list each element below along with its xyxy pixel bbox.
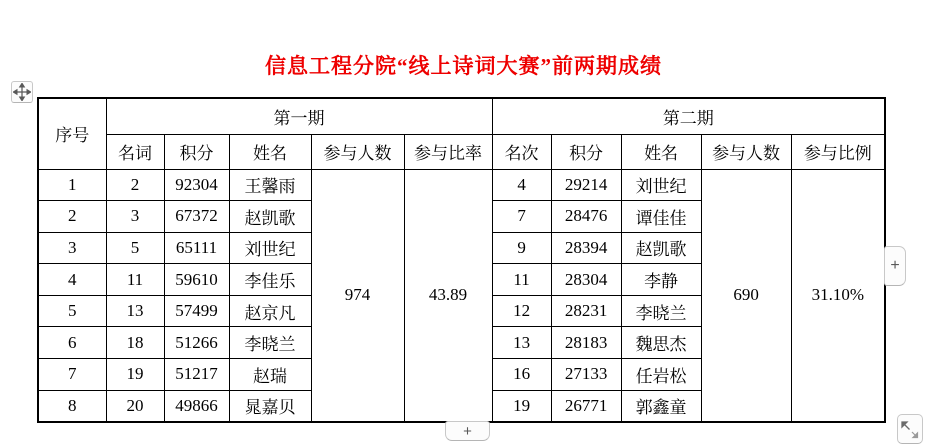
header-period1[interactable]: 第一期 bbox=[106, 98, 492, 134]
cell-serial[interactable]: 5 bbox=[38, 295, 106, 327]
table-resize-handle[interactable] bbox=[897, 414, 923, 444]
results-table bbox=[37, 97, 886, 423]
cell-p2-rank[interactable]: 4 bbox=[492, 169, 551, 201]
cell-p1-name[interactable]: 王馨雨 bbox=[229, 169, 311, 201]
header-p1-name[interactable]: 姓名 bbox=[229, 134, 311, 169]
cell-p1-score[interactable]: 59610 bbox=[164, 264, 229, 296]
resize-diagonal-icon bbox=[899, 417, 921, 441]
cell-p1-rate-merged[interactable]: 43.89 bbox=[404, 169, 492, 422]
cell-serial[interactable]: 7 bbox=[38, 359, 106, 391]
cell-p1-score[interactable]: 65111 bbox=[164, 232, 229, 264]
cell-p2-name[interactable]: 刘世纪 bbox=[621, 169, 701, 201]
cell-serial[interactable]: 1 bbox=[38, 169, 106, 201]
header-serial[interactable]: 序号 bbox=[38, 98, 106, 169]
cell-p2-score[interactable]: 28183 bbox=[551, 327, 621, 359]
cell-p2-name[interactable]: 任岩松 bbox=[621, 359, 701, 391]
cell-p2-name[interactable]: 李晓兰 bbox=[621, 295, 701, 327]
cell-p2-name[interactable]: 谭佳佳 bbox=[621, 201, 701, 233]
cell-p1-name[interactable]: 晁嘉贝 bbox=[229, 390, 311, 422]
header-p1-rank[interactable]: 名词 bbox=[106, 134, 164, 169]
cell-p2-rank[interactable]: 12 bbox=[492, 295, 551, 327]
cell-p1-score[interactable]: 67372 bbox=[164, 201, 229, 233]
cell-p1-name[interactable]: 李晓兰 bbox=[229, 327, 311, 359]
cell-p1-rank[interactable]: 19 bbox=[106, 359, 164, 391]
cell-serial[interactable]: 3 bbox=[38, 232, 106, 264]
cell-p2-score[interactable]: 29214 bbox=[551, 169, 621, 201]
header-period2[interactable]: 第二期 bbox=[492, 98, 885, 134]
cell-p2-score[interactable]: 28231 bbox=[551, 295, 621, 327]
header-p1-participants[interactable]: 参与人数 bbox=[311, 134, 404, 169]
move-icon bbox=[13, 83, 31, 101]
cell-p1-rank[interactable]: 18 bbox=[106, 327, 164, 359]
cell-p1-name[interactable]: 赵瑞 bbox=[229, 359, 311, 391]
cell-p2-rank[interactable]: 7 bbox=[492, 201, 551, 233]
plus-icon: + bbox=[890, 257, 900, 274]
cell-p2-name[interactable]: 赵凯歌 bbox=[621, 232, 701, 264]
cell-p1-name[interactable]: 刘世纪 bbox=[229, 232, 311, 264]
cell-p2-score[interactable]: 28394 bbox=[551, 232, 621, 264]
header-row-columns bbox=[38, 134, 885, 169]
cell-serial[interactable]: 6 bbox=[38, 327, 106, 359]
cell-p2-rank[interactable]: 19 bbox=[492, 390, 551, 422]
cell-p1-rank[interactable]: 11 bbox=[106, 264, 164, 296]
cell-p1-score[interactable]: 51217 bbox=[164, 359, 229, 391]
header-p1-rate[interactable]: 参与比率 bbox=[404, 134, 492, 169]
add-column-button[interactable] bbox=[884, 246, 906, 286]
cell-p2-name[interactable]: 郭鑫童 bbox=[621, 390, 701, 422]
cell-p2-score[interactable]: 27133 bbox=[551, 359, 621, 391]
header-p2-rate[interactable]: 参与比例 bbox=[791, 134, 885, 169]
header-p2-name[interactable]: 姓名 bbox=[621, 134, 701, 169]
cell-p2-score[interactable]: 26771 bbox=[551, 390, 621, 422]
cell-p2-name[interactable]: 李静 bbox=[621, 264, 701, 296]
cell-p2-rank[interactable]: 11 bbox=[492, 264, 551, 296]
cell-serial[interactable]: 8 bbox=[38, 390, 106, 422]
cell-p1-rank[interactable]: 20 bbox=[106, 390, 164, 422]
header-p2-score[interactable]: 积分 bbox=[551, 134, 621, 169]
header-p2-participants[interactable]: 参与人数 bbox=[701, 134, 791, 169]
table-row bbox=[38, 169, 885, 201]
cell-p1-name[interactable]: 赵凯歌 bbox=[229, 201, 311, 233]
page-title[interactable]: 信息工程分院“线上诗词大赛”前两期成绩 bbox=[265, 54, 662, 78]
cell-p1-name[interactable]: 李佳乐 bbox=[229, 264, 311, 296]
cell-p2-score[interactable]: 28304 bbox=[551, 264, 621, 296]
cell-p1-score[interactable]: 57499 bbox=[164, 295, 229, 327]
cell-p2-rank[interactable]: 13 bbox=[492, 327, 551, 359]
cell-p1-score[interactable]: 51266 bbox=[164, 327, 229, 359]
cell-p1-participants-merged[interactable]: 974 bbox=[311, 169, 404, 422]
cell-p1-rank[interactable]: 13 bbox=[106, 295, 164, 327]
cell-p1-name[interactable]: 赵京凡 bbox=[229, 295, 311, 327]
add-row-button[interactable] bbox=[445, 421, 490, 441]
header-p1-score[interactable]: 积分 bbox=[164, 134, 229, 169]
cell-p2-rank[interactable]: 16 bbox=[492, 359, 551, 391]
header-p2-rank[interactable]: 名次 bbox=[492, 134, 551, 169]
cell-p1-score[interactable]: 92304 bbox=[164, 169, 229, 201]
table-move-handle[interactable] bbox=[11, 81, 33, 103]
cell-p2-score[interactable]: 28476 bbox=[551, 201, 621, 233]
cell-p1-rank[interactable]: 2 bbox=[106, 169, 164, 201]
cell-p2-rate-merged[interactable]: 31.10% bbox=[791, 169, 885, 422]
cell-serial[interactable]: 4 bbox=[38, 264, 106, 296]
cell-serial[interactable]: 2 bbox=[38, 201, 106, 233]
plus-icon: + bbox=[463, 422, 472, 440]
cell-p2-participants-merged[interactable]: 690 bbox=[701, 169, 791, 422]
cell-p2-name[interactable]: 魏思杰 bbox=[621, 327, 701, 359]
header-row-periods bbox=[38, 98, 885, 134]
cell-p1-rank[interactable]: 3 bbox=[106, 201, 164, 233]
cell-p1-rank[interactable]: 5 bbox=[106, 232, 164, 264]
cell-p2-rank[interactable]: 9 bbox=[492, 232, 551, 264]
cell-p1-score[interactable]: 49866 bbox=[164, 390, 229, 422]
